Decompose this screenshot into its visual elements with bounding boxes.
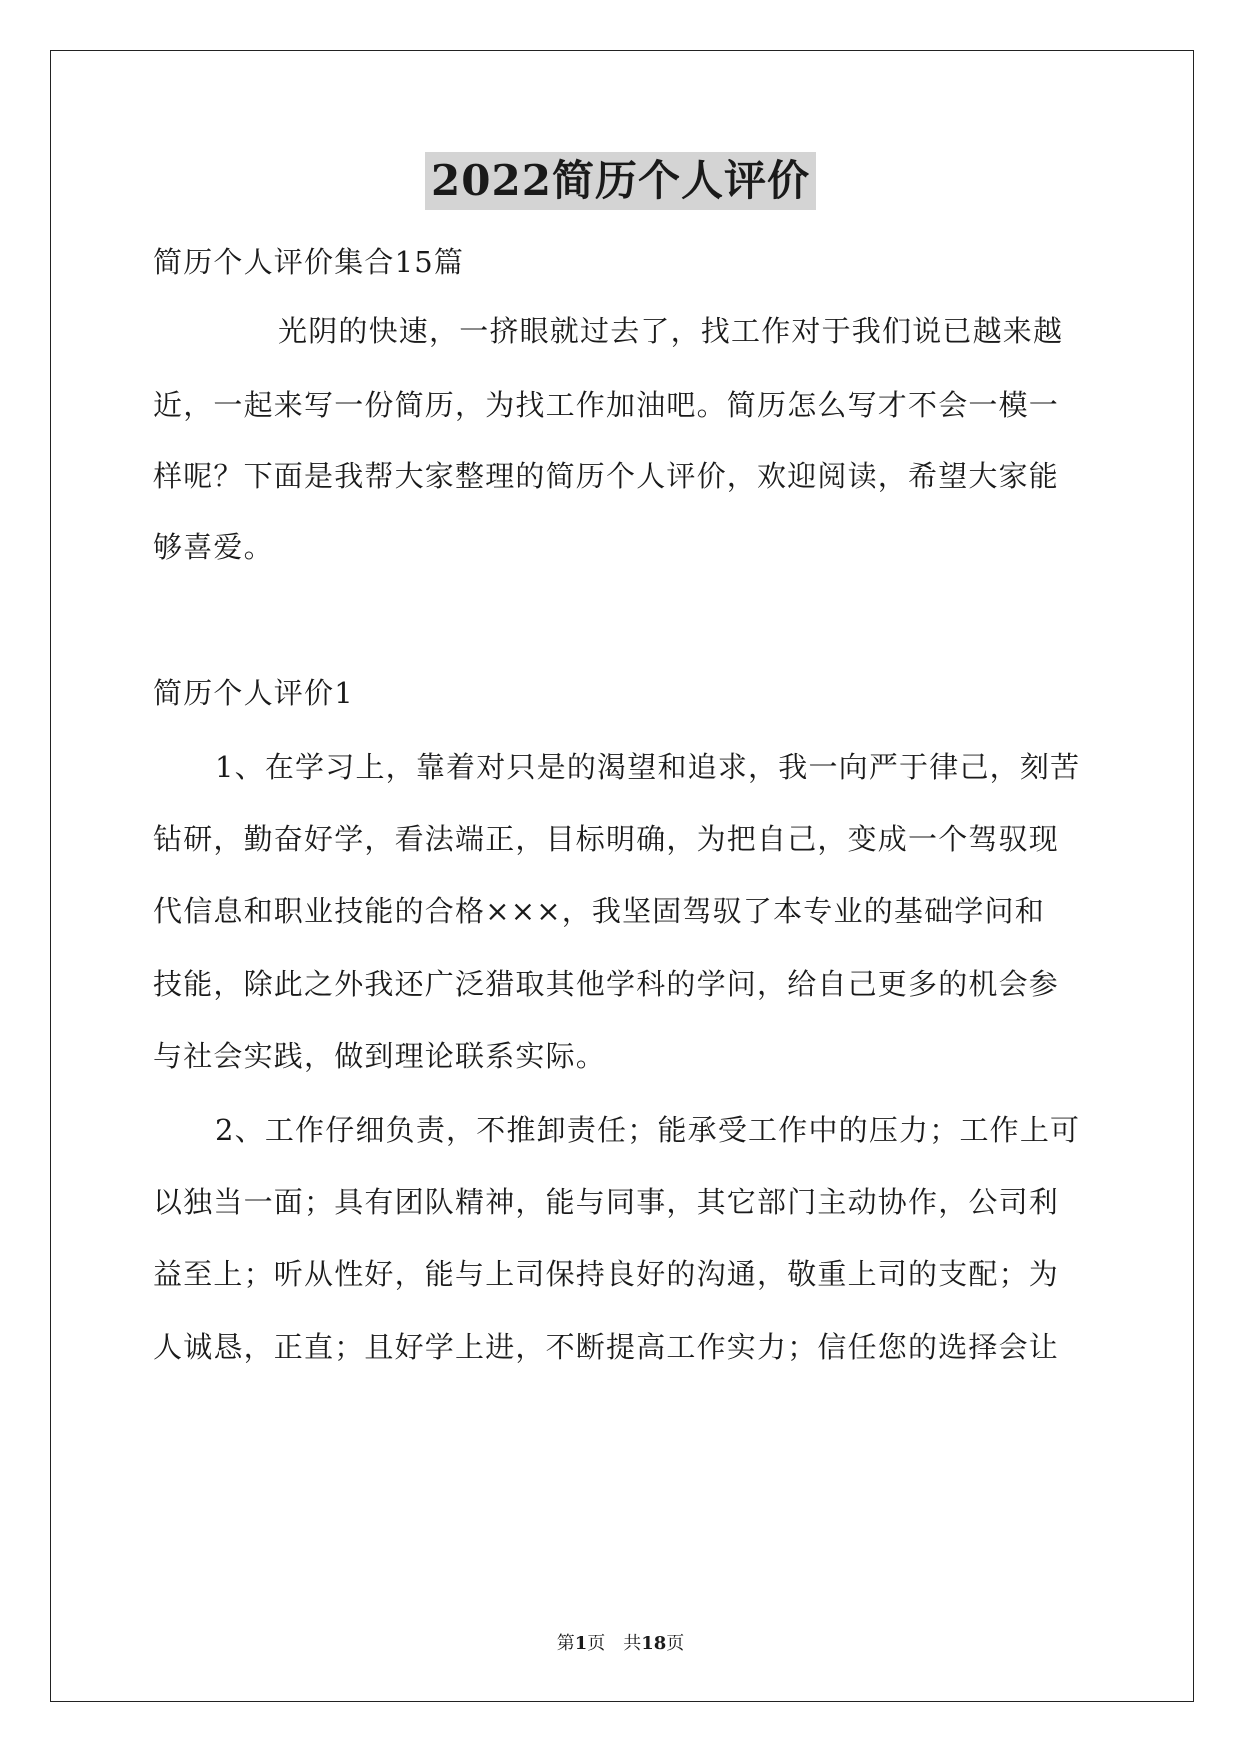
paragraph-line: 益至上；听从性好，能与上司保持良好的沟通，敬重上司的支配；为 (153, 1257, 1060, 1291)
document-title: 2022简历个人评价 (425, 152, 816, 210)
intro-line: 近，一起来写一份简历，为找工作加油吧。简历怎么写才不会一模一 (153, 388, 1060, 422)
paragraph-line: 与社会实践，做到理论联系实际。 (153, 1039, 607, 1073)
footer-mid: 页 共 (587, 1633, 642, 1654)
paragraph-line: 1、在学习上，靠着对只是的渴望和追求，我一向严于律己，刻苦 (215, 750, 1081, 784)
paragraph-line: 钻研，勤奋好学，看法端正，目标明确，为把自己，变成一个驾驭现 (153, 822, 1060, 856)
paragraph-line: 以独当一面；具有团队精神，能与同事，其它部门主动协作，公司利 (153, 1185, 1060, 1219)
paragraph-line: 人诚恳，正直；且好学上进，不断提高工作实力；信任您的选择会让 (153, 1330, 1060, 1364)
paragraph-line: 2、工作仔细负责，不推卸责任；能承受工作中的压力；工作上可 (215, 1113, 1081, 1147)
page-border (50, 50, 1194, 1702)
paragraph-line: 代信息和职业技能的合格×××，我坚固驾驭了本专业的基础学问和 (153, 894, 1045, 928)
footer-total-pages: 18 (641, 1633, 667, 1654)
intro-line: 光阴的快速，一挤眼就过去了，找工作对于我们说已越来越 (278, 314, 1064, 348)
document-subtitle: 简历个人评价集合15篇 (153, 245, 465, 279)
intro-line: 够喜爱。 (153, 530, 274, 564)
footer-page-number: 1 (574, 1633, 588, 1654)
title-block (0, 152, 1241, 210)
footer-prefix: 第 (556, 1633, 575, 1654)
section-heading: 简历个人评价1 (153, 676, 354, 710)
paragraph-line: 技能，除此之外我还广泛猎取其他学科的学问，给自己更多的机会参 (153, 967, 1060, 1001)
intro-line: 样呢？下面是我帮大家整理的简历个人评价，欢迎阅读，希望大家能 (153, 459, 1060, 493)
footer-suffix: 页 (666, 1633, 685, 1654)
page-footer (0, 1632, 1241, 1656)
